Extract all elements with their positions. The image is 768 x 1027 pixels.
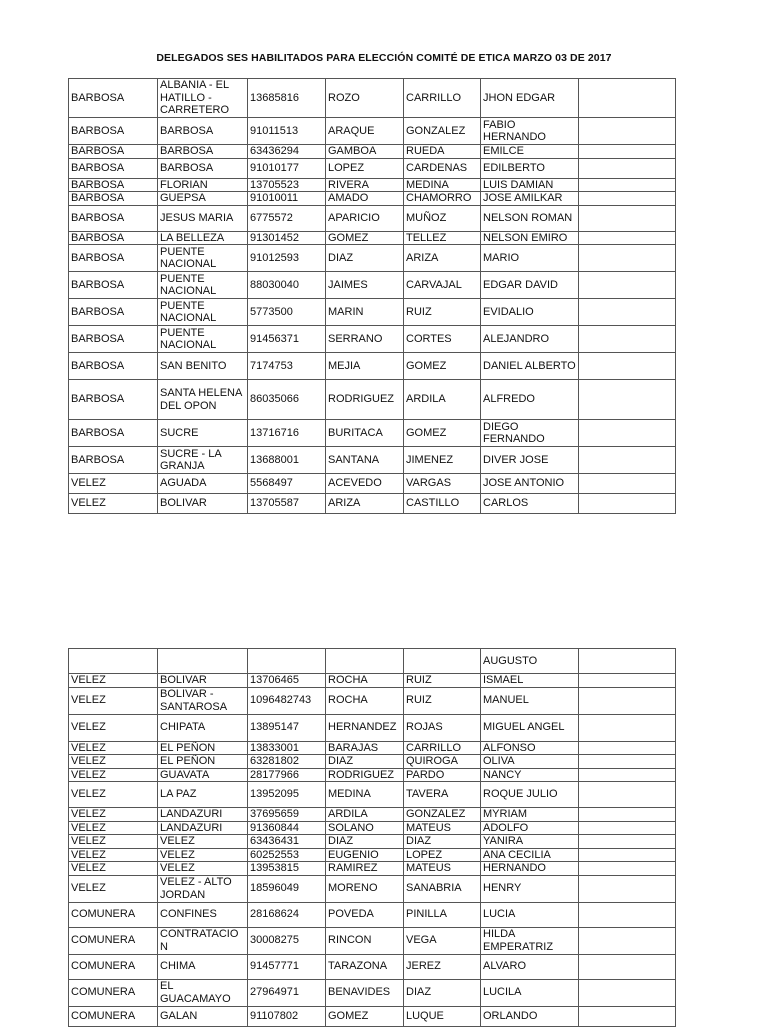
nombres-cell: DIEGO FERNANDO bbox=[481, 420, 579, 447]
table-row bbox=[69, 782, 676, 808]
table-row bbox=[69, 1006, 676, 1026]
extra-cell bbox=[579, 979, 676, 1006]
extra-cell bbox=[579, 808, 676, 822]
extra-cell bbox=[579, 649, 676, 674]
cedula-cell: 13705523 bbox=[248, 178, 326, 192]
extra-cell bbox=[579, 231, 676, 245]
apellido2-cell: SANABRIA bbox=[404, 875, 481, 902]
extra-cell bbox=[579, 768, 676, 782]
extra-cell bbox=[579, 835, 676, 849]
nombres-cell: ADOLFO bbox=[481, 821, 579, 835]
table-row bbox=[69, 848, 676, 862]
cedula-cell: 13685816 bbox=[248, 79, 326, 118]
municipio-cell: AGUADA bbox=[158, 474, 248, 494]
apellido2-cell: ARIZA bbox=[404, 245, 481, 272]
apellido1-cell: DIAZ bbox=[326, 755, 404, 769]
nombres-cell: ALVARO bbox=[481, 954, 579, 979]
cedula-cell: 91010177 bbox=[248, 158, 326, 178]
extra-cell bbox=[579, 420, 676, 447]
extra-cell bbox=[579, 245, 676, 272]
extra-cell bbox=[579, 158, 676, 178]
nombres-cell: DANIEL ALBERTO bbox=[481, 353, 579, 380]
apellido2-cell: CARRILLO bbox=[404, 741, 481, 755]
region-cell: VELEZ bbox=[69, 768, 158, 782]
cedula-cell: 63436294 bbox=[248, 145, 326, 159]
apellido1-cell: ROCHA bbox=[326, 674, 404, 688]
nombres-cell: NANCY bbox=[481, 768, 579, 782]
apellido2-cell: GOMEZ bbox=[404, 353, 481, 380]
region-cell: BARBOSA bbox=[69, 118, 158, 145]
municipio-cell: VELEZ bbox=[158, 862, 248, 876]
cedula-cell: 28177966 bbox=[248, 768, 326, 782]
cedula-cell: 91456371 bbox=[248, 326, 326, 353]
apellido2-cell: GOMEZ bbox=[404, 420, 481, 447]
apellido1-cell: ROZO bbox=[326, 79, 404, 118]
nombres-cell: LUCILA bbox=[481, 979, 579, 1006]
cedula-cell: 91360844 bbox=[248, 821, 326, 835]
extra-cell bbox=[579, 927, 676, 954]
municipio-cell: LANDAZURI bbox=[158, 808, 248, 822]
extra-cell bbox=[579, 326, 676, 353]
table-row bbox=[69, 808, 676, 822]
apellido1-cell: RINCON bbox=[326, 927, 404, 954]
municipio-cell: SAN BENITO bbox=[158, 353, 248, 380]
municipio-cell: PUENTE NACIONAL bbox=[158, 326, 248, 353]
apellido2-cell: CORTES bbox=[404, 326, 481, 353]
apellido1-cell: MEDINA bbox=[326, 782, 404, 808]
apellido1-cell: ROCHA bbox=[326, 687, 404, 714]
cedula-cell: 88030040 bbox=[248, 272, 326, 299]
cedula-cell: 13716716 bbox=[248, 420, 326, 447]
municipio-cell bbox=[158, 649, 248, 674]
municipio-cell: FLORIAN bbox=[158, 178, 248, 192]
region-cell: BARBOSA bbox=[69, 178, 158, 192]
table-row bbox=[69, 821, 676, 835]
nombres-cell: ROQUE JULIO bbox=[481, 782, 579, 808]
nombres-cell: AUGUSTO bbox=[481, 649, 579, 674]
apellido2-cell: DIAZ bbox=[404, 979, 481, 1006]
nombres-cell: EMILCE bbox=[481, 145, 579, 159]
delegates-table-1 bbox=[68, 78, 676, 514]
apellido1-cell: POVEDA bbox=[326, 902, 404, 927]
cedula-cell: 28168624 bbox=[248, 902, 326, 927]
nombres-cell: YANIRA bbox=[481, 835, 579, 849]
nombres-cell: MIGUEL ANGEL bbox=[481, 714, 579, 741]
cedula-cell: 18596049 bbox=[248, 875, 326, 902]
apellido1-cell: RAMIREZ bbox=[326, 862, 404, 876]
apellido1-cell: RODRIGUEZ bbox=[326, 380, 404, 420]
extra-cell bbox=[579, 118, 676, 145]
cedula-cell: 27964971 bbox=[248, 979, 326, 1006]
extra-cell bbox=[579, 782, 676, 808]
region-cell: BARBOSA bbox=[69, 353, 158, 380]
nombres-cell: LUCIA bbox=[481, 902, 579, 927]
municipio-cell: PUENTE NACIONAL bbox=[158, 299, 248, 326]
apellido1-cell: JAIMES bbox=[326, 272, 404, 299]
apellido2-cell: CARVAJAL bbox=[404, 272, 481, 299]
region-cell: VELEZ bbox=[69, 687, 158, 714]
cedula-cell: 13953815 bbox=[248, 862, 326, 876]
nombres-cell: CARLOS bbox=[481, 494, 579, 514]
extra-cell bbox=[579, 687, 676, 714]
region-cell: VELEZ bbox=[69, 741, 158, 755]
nombres-cell: DIVER JOSE bbox=[481, 447, 579, 474]
region-cell: VELEZ bbox=[69, 862, 158, 876]
apellido1-cell: AMADO bbox=[326, 192, 404, 206]
apellido2-cell: ARDILA bbox=[404, 380, 481, 420]
apellido1-cell: LOPEZ bbox=[326, 158, 404, 178]
municipio-cell: LA PAZ bbox=[158, 782, 248, 808]
nombres-cell: ALFONSO bbox=[481, 741, 579, 755]
extra-cell bbox=[579, 145, 676, 159]
apellido1-cell: RODRIGUEZ bbox=[326, 768, 404, 782]
region-cell: COMUNERA bbox=[69, 927, 158, 954]
apellido2-cell: RUIZ bbox=[404, 299, 481, 326]
cedula-cell: 7174753 bbox=[248, 353, 326, 380]
region-cell: BARBOSA bbox=[69, 79, 158, 118]
region-cell: VELEZ bbox=[69, 714, 158, 741]
table-row bbox=[69, 755, 676, 769]
municipio-cell: CONTRATACION bbox=[158, 927, 248, 954]
region-cell: VELEZ bbox=[69, 821, 158, 835]
apellido1-cell: RIVERA bbox=[326, 178, 404, 192]
apellido2-cell: CHAMORRO bbox=[404, 192, 481, 206]
apellido2-cell: GONZALEZ bbox=[404, 808, 481, 822]
municipio-cell: VELEZ - ALTO JORDAN bbox=[158, 875, 248, 902]
apellido2-cell: MUÑOZ bbox=[404, 205, 481, 231]
extra-cell bbox=[579, 674, 676, 688]
region-cell: BARBOSA bbox=[69, 145, 158, 159]
table-row bbox=[69, 118, 676, 145]
apellido2-cell: CARDENAS bbox=[404, 158, 481, 178]
municipio-cell: SUCRE - LA GRANJA bbox=[158, 447, 248, 474]
cedula-cell: 91011513 bbox=[248, 118, 326, 145]
nombres-cell: EDGAR DAVID bbox=[481, 272, 579, 299]
cedula-cell bbox=[248, 649, 326, 674]
nombres-cell: JHON EDGAR bbox=[481, 79, 579, 118]
cedula-cell: 13706465 bbox=[248, 674, 326, 688]
apellido2-cell: DIAZ bbox=[404, 835, 481, 849]
apellido2-cell: JEREZ bbox=[404, 954, 481, 979]
apellido1-cell: DIAZ bbox=[326, 835, 404, 849]
extra-cell bbox=[579, 714, 676, 741]
apellido1-cell: GOMEZ bbox=[326, 1006, 404, 1026]
apellido1-cell: SERRANO bbox=[326, 326, 404, 353]
cedula-cell: 5773500 bbox=[248, 299, 326, 326]
nombres-cell: HERNANDO bbox=[481, 862, 579, 876]
extra-cell bbox=[579, 902, 676, 927]
apellido1-cell: HERNANDEZ bbox=[326, 714, 404, 741]
table-row bbox=[69, 79, 676, 118]
apellido2-cell: QUIROGA bbox=[404, 755, 481, 769]
extra-cell bbox=[579, 741, 676, 755]
cedula-cell: 91457771 bbox=[248, 954, 326, 979]
nombres-cell: HENRY bbox=[481, 875, 579, 902]
apellido2-cell: CARRILLO bbox=[404, 79, 481, 118]
cedula-cell: 37695659 bbox=[248, 808, 326, 822]
municipio-cell: BOLIVAR bbox=[158, 494, 248, 514]
apellido1-cell bbox=[326, 649, 404, 674]
apellido2-cell: PINILLA bbox=[404, 902, 481, 927]
municipio-cell: CHIPATA bbox=[158, 714, 248, 741]
municipio-cell: BOLIVAR bbox=[158, 674, 248, 688]
apellido2-cell bbox=[404, 649, 481, 674]
apellido1-cell: ARAQUE bbox=[326, 118, 404, 145]
cedula-cell: 13952095 bbox=[248, 782, 326, 808]
page-title: DELEGADOS SES HABILITADOS PARA ELECCIÓN COMITÉ DE ETICA MARZO 03 DE 2017 bbox=[156, 52, 612, 64]
nombres-cell: FABIO HERNANDO bbox=[481, 118, 579, 145]
extra-cell bbox=[579, 821, 676, 835]
extra-cell bbox=[579, 79, 676, 118]
apellido1-cell: ARIZA bbox=[326, 494, 404, 514]
apellido1-cell: ACEVEDO bbox=[326, 474, 404, 494]
municipio-cell: BOLIVAR - SANTAROSA bbox=[158, 687, 248, 714]
region-cell: COMUNERA bbox=[69, 902, 158, 927]
apellido1-cell: MARIN bbox=[326, 299, 404, 326]
nombres-cell: OLIVA bbox=[481, 755, 579, 769]
municipio-cell: EL GUACAMAYO bbox=[158, 979, 248, 1006]
cedula-cell: 13688001 bbox=[248, 447, 326, 474]
region-cell: BARBOSA bbox=[69, 299, 158, 326]
cedula-cell: 13705587 bbox=[248, 494, 326, 514]
table-row bbox=[69, 158, 676, 178]
extra-cell bbox=[579, 299, 676, 326]
apellido2-cell: VARGAS bbox=[404, 474, 481, 494]
table-row bbox=[69, 474, 676, 494]
apellido2-cell: LUQUE bbox=[404, 1006, 481, 1026]
nombres-cell: LUIS DAMIAN bbox=[481, 178, 579, 192]
apellido1-cell: ARDILA bbox=[326, 808, 404, 822]
apellido2-cell: RUEDA bbox=[404, 145, 481, 159]
table-row bbox=[69, 380, 676, 420]
apellido2-cell: RUIZ bbox=[404, 687, 481, 714]
extra-cell bbox=[579, 875, 676, 902]
cedula-cell: 91107802 bbox=[248, 1006, 326, 1026]
table-row bbox=[69, 205, 676, 231]
apellido2-cell: GONZALEZ bbox=[404, 118, 481, 145]
table-row bbox=[69, 714, 676, 741]
nombres-cell: ALFREDO bbox=[481, 380, 579, 420]
table-row bbox=[69, 954, 676, 979]
apellido1-cell: MORENO bbox=[326, 875, 404, 902]
table-row bbox=[69, 231, 676, 245]
apellido2-cell: ROJAS bbox=[404, 714, 481, 741]
cedula-cell: 5568497 bbox=[248, 474, 326, 494]
apellido1-cell: DIAZ bbox=[326, 245, 404, 272]
table-row bbox=[69, 649, 676, 674]
apellido2-cell: CASTILLO bbox=[404, 494, 481, 514]
apellido1-cell: GOMEZ bbox=[326, 231, 404, 245]
municipio-cell: SANTA HELENA DEL OPON bbox=[158, 380, 248, 420]
table-row bbox=[69, 768, 676, 782]
table-row bbox=[69, 447, 676, 474]
apellido2-cell: MATEUS bbox=[404, 862, 481, 876]
nombres-cell: HILDA EMPERATRIZ bbox=[481, 927, 579, 954]
extra-cell bbox=[579, 205, 676, 231]
apellido1-cell: SANTANA bbox=[326, 447, 404, 474]
municipio-cell: GUEPSA bbox=[158, 192, 248, 206]
cedula-cell: 1096482743 bbox=[248, 687, 326, 714]
apellido1-cell: BARAJAS bbox=[326, 741, 404, 755]
municipio-cell: ALBANIA - EL HATILLO - CARRETERO bbox=[158, 79, 248, 118]
nombres-cell: NELSON ROMAN bbox=[481, 205, 579, 231]
table-row bbox=[69, 299, 676, 326]
apellido2-cell: TAVERA bbox=[404, 782, 481, 808]
region-cell: VELEZ bbox=[69, 782, 158, 808]
cedula-cell: 63436431 bbox=[248, 835, 326, 849]
extra-cell bbox=[579, 494, 676, 514]
apellido2-cell: MATEUS bbox=[404, 821, 481, 835]
region-cell: BARBOSA bbox=[69, 205, 158, 231]
table-row bbox=[69, 979, 676, 1006]
region-cell: VELEZ bbox=[69, 835, 158, 849]
nombres-cell: NELSON EMIRO bbox=[481, 231, 579, 245]
apellido1-cell: BENAVIDES bbox=[326, 979, 404, 1006]
region-cell bbox=[69, 649, 158, 674]
region-cell: BARBOSA bbox=[69, 272, 158, 299]
nombres-cell: EDILBERTO bbox=[481, 158, 579, 178]
region-cell: BARBOSA bbox=[69, 380, 158, 420]
cedula-cell: 91012593 bbox=[248, 245, 326, 272]
municipio-cell: VELEZ bbox=[158, 835, 248, 849]
delegates-table-2 bbox=[68, 648, 676, 1027]
apellido1-cell: BURITACA bbox=[326, 420, 404, 447]
apellido2-cell: RUIZ bbox=[404, 674, 481, 688]
region-cell: COMUNERA bbox=[69, 954, 158, 979]
municipio-cell: GUAVATA bbox=[158, 768, 248, 782]
table-row bbox=[69, 687, 676, 714]
extra-cell bbox=[579, 192, 676, 206]
nombres-cell: ISMAEL bbox=[481, 674, 579, 688]
region-cell: COMUNERA bbox=[69, 979, 158, 1006]
extra-cell bbox=[579, 447, 676, 474]
nombres-cell: MYRIAM bbox=[481, 808, 579, 822]
table-row bbox=[69, 862, 676, 876]
nombres-cell: ANA CECILIA bbox=[481, 848, 579, 862]
apellido1-cell: GAMBOA bbox=[326, 145, 404, 159]
nombres-cell: MANUEL bbox=[481, 687, 579, 714]
cedula-cell: 30008275 bbox=[248, 927, 326, 954]
region-cell: BARBOSA bbox=[69, 192, 158, 206]
cedula-cell: 13833001 bbox=[248, 741, 326, 755]
region-cell: VELEZ bbox=[69, 494, 158, 514]
region-cell: BARBOSA bbox=[69, 245, 158, 272]
table-row bbox=[69, 494, 676, 514]
cedula-cell: 91301452 bbox=[248, 231, 326, 245]
municipio-cell: EL PEÑON bbox=[158, 755, 248, 769]
region-cell: BARBOSA bbox=[69, 326, 158, 353]
apellido1-cell: APARICIO bbox=[326, 205, 404, 231]
nombres-cell: JOSE ANTONIO bbox=[481, 474, 579, 494]
table-row bbox=[69, 272, 676, 299]
cedula-cell: 60252553 bbox=[248, 848, 326, 862]
nombres-cell: JOSE AMILKAR bbox=[481, 192, 579, 206]
region-cell: VELEZ bbox=[69, 875, 158, 902]
municipio-cell: LA BELLEZA bbox=[158, 231, 248, 245]
region-cell: COMUNERA bbox=[69, 1006, 158, 1026]
extra-cell bbox=[579, 1006, 676, 1026]
apellido2-cell: JIMENEZ bbox=[404, 447, 481, 474]
extra-cell bbox=[579, 380, 676, 420]
extra-cell bbox=[579, 755, 676, 769]
municipio-cell: LANDAZURI bbox=[158, 821, 248, 835]
region-cell: VELEZ bbox=[69, 474, 158, 494]
extra-cell bbox=[579, 272, 676, 299]
cedula-cell: 63281802 bbox=[248, 755, 326, 769]
apellido1-cell: EUGENIO bbox=[326, 848, 404, 862]
apellido1-cell: TARAZONA bbox=[326, 954, 404, 979]
table-row bbox=[69, 420, 676, 447]
apellido2-cell: LOPEZ bbox=[404, 848, 481, 862]
municipio-cell: CHIMA bbox=[158, 954, 248, 979]
table-row bbox=[69, 178, 676, 192]
region-cell: VELEZ bbox=[69, 808, 158, 822]
nombres-cell: MARIO bbox=[481, 245, 579, 272]
table-row bbox=[69, 353, 676, 380]
region-cell: VELEZ bbox=[69, 755, 158, 769]
nombres-cell: ALEJANDRO bbox=[481, 326, 579, 353]
municipio-cell: JESUS MARIA bbox=[158, 205, 248, 231]
region-cell: VELEZ bbox=[69, 674, 158, 688]
table-row bbox=[69, 875, 676, 902]
extra-cell bbox=[579, 848, 676, 862]
cedula-cell: 13895147 bbox=[248, 714, 326, 741]
apellido2-cell: TELLEZ bbox=[404, 231, 481, 245]
municipio-cell: CONFINES bbox=[158, 902, 248, 927]
table-row bbox=[69, 927, 676, 954]
table-row bbox=[69, 835, 676, 849]
table-row bbox=[69, 326, 676, 353]
municipio-cell: PUENTE NACIONAL bbox=[158, 245, 248, 272]
extra-cell bbox=[579, 353, 676, 380]
table-row bbox=[69, 902, 676, 927]
municipio-cell: PUENTE NACIONAL bbox=[158, 272, 248, 299]
extra-cell bbox=[579, 954, 676, 979]
table-row bbox=[69, 741, 676, 755]
table-row bbox=[69, 245, 676, 272]
municipio-cell: BARBOSA bbox=[158, 118, 248, 145]
apellido2-cell: PARDO bbox=[404, 768, 481, 782]
cedula-cell: 6775572 bbox=[248, 205, 326, 231]
extra-cell bbox=[579, 862, 676, 876]
municipio-cell: BARBOSA bbox=[158, 158, 248, 178]
nombres-cell: EVIDALIO bbox=[481, 299, 579, 326]
region-cell: VELEZ bbox=[69, 848, 158, 862]
extra-cell bbox=[579, 178, 676, 192]
region-cell: BARBOSA bbox=[69, 447, 158, 474]
municipio-cell: GALAN bbox=[158, 1006, 248, 1026]
municipio-cell: BARBOSA bbox=[158, 145, 248, 159]
region-cell: BARBOSA bbox=[69, 231, 158, 245]
region-cell: BARBOSA bbox=[69, 158, 158, 178]
extra-cell bbox=[579, 474, 676, 494]
nombres-cell: ORLANDO bbox=[481, 1006, 579, 1026]
table-row bbox=[69, 145, 676, 159]
table-row bbox=[69, 674, 676, 688]
municipio-cell: SUCRE bbox=[158, 420, 248, 447]
cedula-cell: 86035066 bbox=[248, 380, 326, 420]
region-cell: BARBOSA bbox=[69, 420, 158, 447]
apellido1-cell: SOLANO bbox=[326, 821, 404, 835]
municipio-cell: EL PEÑON bbox=[158, 741, 248, 755]
municipio-cell: VELEZ bbox=[158, 848, 248, 862]
cedula-cell: 91010011 bbox=[248, 192, 326, 206]
table-row bbox=[69, 192, 676, 206]
apellido2-cell: MEDINA bbox=[404, 178, 481, 192]
apellido1-cell: MEJIA bbox=[326, 353, 404, 380]
apellido2-cell: VEGA bbox=[404, 927, 481, 954]
